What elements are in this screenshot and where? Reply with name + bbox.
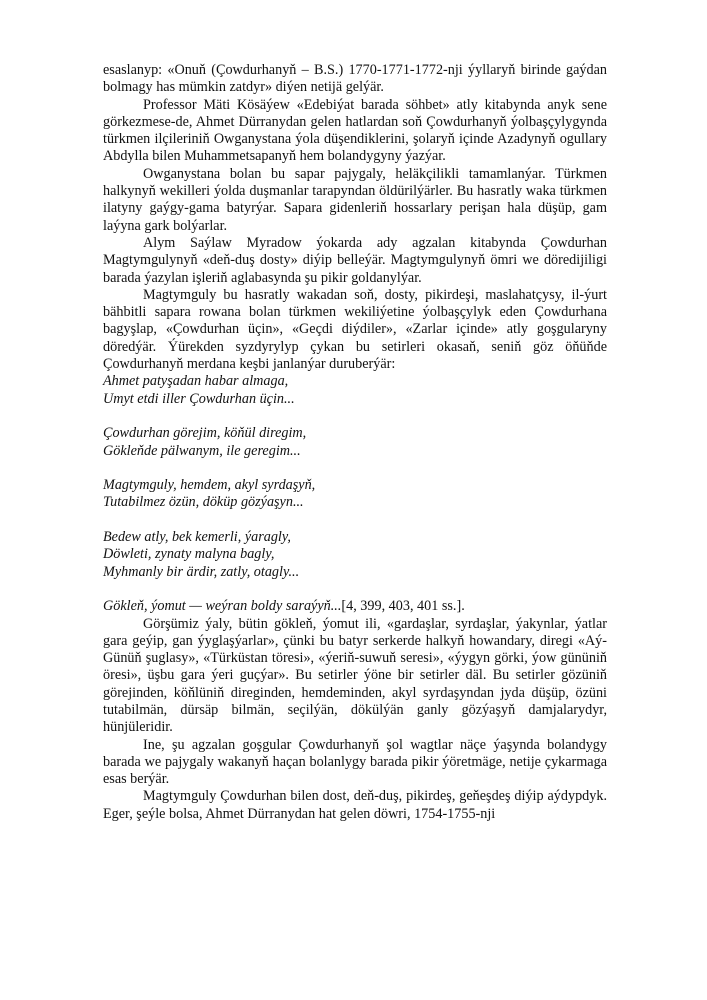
paragraph: Owganystana bolan bu sapar pajygaly, heläkçilikli tamamlanýar. Türkmen halkynyň wekilleri ýolda duşmanlar tarapyndan öldürilýärler. Bu hasratly waka türkmen ilatyny gaýgy-gama batyrýar. Sapara gidenleriň hossarlary perişan hala düşüp, gam laýyna gark bolýarlar.	[103, 165, 607, 234]
stanza-gap	[103, 512, 607, 529]
document-page	[103, 62, 607, 823]
verse-line: Bedew atly, bek kemerli, ýaragly,	[103, 529, 291, 546]
paragraph: Magtymguly Çowdurhan bilen dost, deň-duş, pikirdeş, geňeşdeş diýip aýdypdyk. Eger, şeýle bolsa, Ahmet Dürranydan hat gelen döwri, 1754-1755-nji	[103, 788, 607, 822]
verse-line: Gökleňde pälwanym, ile geregim...	[103, 442, 301, 459]
verse-line: Magtymguly, hemdem, akyl syrdaşyň,	[103, 477, 316, 494]
verse-line: Ahmet patyşadan habar almaga,	[103, 373, 289, 390]
verse-line: Tutabilmez özün, döküp gözýaşyn...	[103, 494, 304, 511]
verse-line: Umyt etdi iller Çowdurhan üçin...	[103, 390, 295, 407]
verse-line: Döwleti, zynaty malyna bagly,	[103, 546, 275, 563]
paragraph: Professor Mäti Kösäýew «Edebiýat barada söhbet» atly kitabynda anyk sene görkezmese-de, Ahmet Dürranydan gelen hatlardan soň Çowdurhanyň ýolbaşçylygynda türkmen ilçileriniň Owganystana ýola düşendiklerini, şolaryň içinde Azadynyň ogullary Abdylla bilen Muhammetsapanyň hem bolandygyny ýazýar.	[103, 96, 607, 165]
stanza-gap	[103, 581, 607, 598]
paragraph: esaslanyp: «Onuň (Çowdurhanyň – B.S.) 1770-1771-1772-nji ýyllaryň birinde gaýdan bolmagy has mümkin zatdyr» diýen netijä gelýär.	[103, 62, 607, 96]
verse-with-reference	[103, 598, 607, 615]
verse-line: Myhmanly bir ärdir, zatly, otagly...	[103, 563, 300, 580]
citation-reference: [4, 399, 403, 401 ss.].	[341, 598, 465, 615]
verse-stanza	[103, 529, 607, 581]
stanza-gap	[103, 408, 607, 425]
verse-stanza	[103, 373, 607, 408]
stanza-gap	[103, 460, 607, 477]
paragraph: Magtymguly bu hasratly wakadan soň, dosty, pikirdeşi, maslahatçysy, il-ýurt bähbitli sapara rowana bolan türkmen wekiliýetine ýolbaşçylyk eden Çowdurhana bagyşlap, «Çowdurhan üçin», «Geçdi diýdiler», «Zarlar içinde» atly goşgularyny döredýär. Ýürekden syzdyrylyp çykan bu setirleri okasaň, seniň göz öňüňde Çowdurhanyň merdana keşbi janlanýar duruberýär:	[103, 286, 607, 373]
verse-line: Çowdurhan görejim, köňül diregim,	[103, 425, 307, 442]
paragraph: Görşümiz ýaly, bütin gökleň, ýomut ili, «gardaşlar, syrdaşlar, ýakynlar, ýatlar gara geýip, gan ýyglaşýarlar», çünki bu batyr serkerde halkyň howandary, diregi «Aý-Günüň şuglasy», «Türküstan töresi», «ýeriň-suwuň seresi», «ýygyn görki, ýow gününiň öresi», üşbu gara ýeri guçýar». Bu setirler ýöne bir setirler däl. Bu setirler gözüniň görejinden, köňlüniň direginden, hemdeminden, akyl syrdaşyndan jyda düşüp, özüni tutabilmän, dürsäp bilmän, seçilýän, dökülýän ganly gözýaşyň damjalarydyr, hünjüleridir.	[103, 615, 607, 736]
verse-line: Gökleň, ýomut — weýran boldy saraýyň...	[103, 598, 342, 615]
verse-stanza	[103, 477, 607, 512]
paragraph: Ine, şu agzalan goşgular Çowdurhanyň şol wagtlar näçe ýaşynda bolandygy barada we pajygaly wakanyň haçan bolanlygy barada pikir ýöretmäge, netije çykarmaga esas berýär.	[103, 736, 607, 788]
paragraph: Alym Saýlaw Myradow ýokarda ady agzalan kitabynda Çowdurhan Magtymgulynyň «deň-duş dosty» diýip belleýär. Magtymgulynyň ömri we döredijiligi barada ýazylan işleriň aglabasynda şu pikir goldanylýar.	[103, 234, 607, 286]
verse-stanza	[103, 425, 607, 460]
